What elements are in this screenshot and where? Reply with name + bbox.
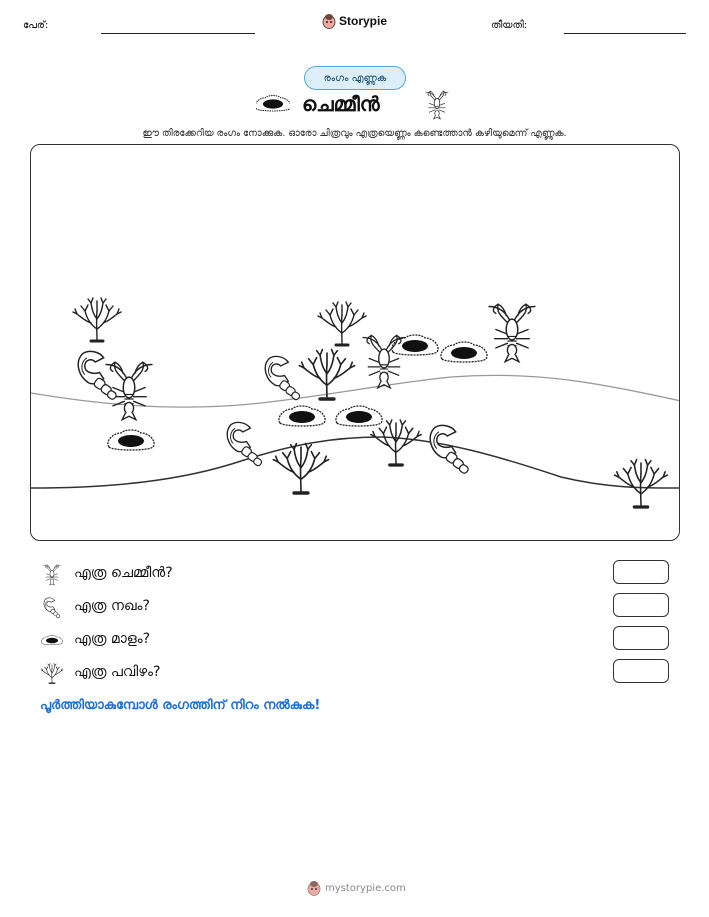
brand-name: Storypie: [339, 14, 388, 28]
burrow-1: [108, 430, 154, 450]
burrow-5: [441, 342, 487, 362]
storypie-mascot-icon: [322, 13, 336, 29]
date-line[interactable]: [564, 33, 686, 34]
coral-1: [73, 298, 121, 341]
shrimp-icon: [424, 90, 450, 120]
counting-scene: [30, 144, 680, 541]
question-text: എത്ര നഖം?: [74, 598, 150, 614]
claw-icon: [40, 597, 64, 619]
name-line[interactable]: [101, 33, 255, 34]
brand-logo: [322, 13, 387, 29]
coral-4: [273, 444, 328, 493]
storypie-mascot-icon: [307, 880, 321, 896]
question-row-claw: [40, 595, 670, 621]
burrow-3: [336, 406, 382, 426]
coral-icon: [40, 663, 64, 685]
date-label: തീയതി:: [491, 20, 528, 31]
question-row-burrow: [40, 628, 670, 654]
answer-box-burrow[interactable]: [613, 626, 669, 650]
coral-5: [371, 420, 421, 465]
badge-text: രംഗം എണ്ണുക: [323, 72, 387, 84]
page-title: [240, 90, 470, 120]
activity-badge: [304, 66, 406, 90]
burrow-icon: [40, 630, 64, 652]
coral-6: [615, 460, 668, 507]
coral-2: [318, 302, 366, 345]
scene-illustration: [31, 145, 680, 541]
claw-4: [430, 425, 469, 474]
shrimp-icon: [40, 564, 64, 586]
burrow-2: [279, 406, 325, 426]
question-row-coral: [40, 661, 670, 687]
claw-1: [78, 351, 117, 400]
question-text: എത്ര മാളം?: [74, 631, 151, 647]
name-label: പേര്:: [23, 20, 49, 31]
question-row-shrimp: [40, 562, 670, 588]
claw-2: [265, 356, 300, 400]
footer: [307, 880, 406, 896]
shrimp-2: [363, 335, 405, 388]
answer-box-shrimp[interactable]: [613, 560, 669, 584]
instructions: ഈ തിരക്കേറിയ രംഗം നോക്കുക. ഓരോ ചിത്രവും എത്രയെണ്ണം കണ്ടെത്താൻ കഴിയുമെന്ന് എണ്ണുക.: [142, 128, 567, 139]
shrimp-3: [489, 304, 535, 362]
answer-box-claw[interactable]: [613, 593, 669, 617]
burrow-icon: [256, 94, 290, 114]
title-text: ചെമ്മീൻ: [302, 92, 380, 116]
footer-url[interactable]: mystorypie.com: [325, 882, 406, 894]
completion-instruction: പൂർത്തിയാകുമ്പോൾ രംഗത്തിന് നിറം നൽകുക!: [40, 698, 321, 713]
question-text: എത്ര ചെമ്മീൻ?: [74, 565, 173, 581]
question-text: എത്ര പവിഴം?: [74, 664, 161, 680]
answer-box-coral[interactable]: [613, 659, 669, 683]
